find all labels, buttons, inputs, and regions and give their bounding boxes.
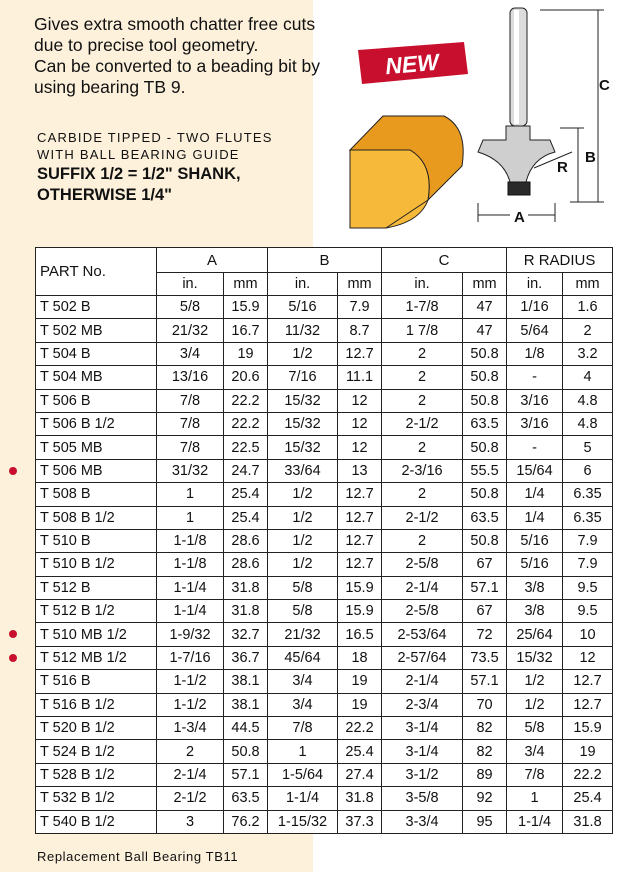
profile-block-icon: [350, 116, 463, 228]
value-cell: 67: [463, 600, 507, 623]
suffix-note: [37, 164, 241, 206]
value-cell: 50.8: [463, 366, 507, 389]
intro-line: using bearing TB 9.: [34, 77, 186, 97]
value-cell: 3/16: [507, 389, 563, 412]
value-cell: 3-1/4: [382, 740, 463, 763]
value-cell: 8.7: [338, 319, 382, 342]
value-cell: 33/64: [268, 459, 338, 482]
part-number-cell: T 502 MB: [36, 319, 157, 342]
value-cell: 1-9/32: [157, 623, 224, 646]
value-cell: 3-1/2: [382, 763, 463, 786]
value-cell: 12.7: [338, 553, 382, 576]
part-number-cell: T 504 MB: [36, 366, 157, 389]
value-cell: 50.8: [463, 342, 507, 365]
value-cell: 1/16: [507, 296, 563, 319]
table-row: [36, 670, 613, 693]
part-number-header: PART No.: [36, 248, 157, 296]
value-cell: 21/32: [268, 623, 338, 646]
part-number-cell: T 506 MB: [36, 459, 157, 482]
value-cell: 6.35: [563, 483, 613, 506]
group-header-a: A: [157, 248, 268, 273]
value-cell: 2: [382, 366, 463, 389]
value-cell: 19: [338, 693, 382, 716]
unit-header: in.: [382, 273, 463, 296]
value-cell: 12.7: [563, 670, 613, 693]
value-cell: 3/4: [268, 670, 338, 693]
value-cell: 31.8: [224, 600, 268, 623]
value-cell: 31.8: [338, 787, 382, 810]
unit-header: in.: [157, 273, 224, 296]
table-row: [36, 810, 613, 833]
part-number-cell: T 520 B 1/2: [36, 717, 157, 740]
value-cell: -: [507, 366, 563, 389]
table-row: [36, 459, 613, 482]
dimension-label-c: C: [599, 77, 610, 94]
value-cell: 1-1/4: [507, 810, 563, 833]
value-cell: 3: [157, 810, 224, 833]
table-row: [36, 600, 613, 623]
value-cell: 1: [268, 740, 338, 763]
value-cell: 28.6: [224, 553, 268, 576]
value-cell: 1-1/8: [157, 553, 224, 576]
value-cell: 7/8: [268, 717, 338, 740]
table-row: [36, 693, 613, 716]
part-number-cell: T 512 MB 1/2: [36, 646, 157, 669]
value-cell: 20.6: [224, 366, 268, 389]
dimension-label-r: R: [557, 159, 568, 176]
value-cell: 1.6: [563, 296, 613, 319]
part-number-cell: T 528 B 1/2: [36, 763, 157, 786]
router-bit-icon: [478, 8, 555, 195]
value-cell: 50.8: [463, 389, 507, 412]
value-cell: 12: [338, 412, 382, 435]
suffix-line: OTHERWISE 1/4": [37, 186, 172, 204]
value-cell: 15/64: [507, 459, 563, 482]
value-cell: 36.7: [224, 646, 268, 669]
value-cell: 22.2: [224, 412, 268, 435]
value-cell: 7/8: [157, 436, 224, 459]
value-cell: 1/2: [268, 506, 338, 529]
value-cell: 2-57/64: [382, 646, 463, 669]
value-cell: 1/4: [507, 483, 563, 506]
value-cell: 31.8: [224, 576, 268, 599]
value-cell: -: [507, 436, 563, 459]
value-cell: 1-7/8: [382, 296, 463, 319]
value-cell: 2: [382, 436, 463, 459]
part-number-cell: T 510 B 1/2: [36, 553, 157, 576]
value-cell: 50.8: [463, 483, 507, 506]
value-cell: 24.7: [224, 459, 268, 482]
value-cell: 19: [224, 342, 268, 365]
value-cell: 38.1: [224, 670, 268, 693]
unit-header: mm: [563, 273, 613, 296]
table-row: [36, 366, 613, 389]
table-row: [36, 342, 613, 365]
value-cell: 89: [463, 763, 507, 786]
value-cell: 1-5/64: [268, 763, 338, 786]
dimension-label-b: B: [585, 149, 596, 166]
value-cell: 22.5: [224, 436, 268, 459]
part-number-cell: T 502 B: [36, 296, 157, 319]
value-cell: 7/16: [268, 366, 338, 389]
part-number-cell: T 510 MB 1/2: [36, 623, 157, 646]
value-cell: 1/4: [507, 506, 563, 529]
value-cell: 5/8: [268, 576, 338, 599]
value-cell: 92: [463, 787, 507, 810]
value-cell: 1/2: [268, 553, 338, 576]
value-cell: 1/2: [507, 693, 563, 716]
value-cell: 47: [463, 319, 507, 342]
part-number-cell: T 516 B: [36, 670, 157, 693]
value-cell: 1-1/4: [157, 576, 224, 599]
table-row: [36, 296, 613, 319]
value-cell: 47: [463, 296, 507, 319]
value-cell: 15.9: [224, 296, 268, 319]
value-cell: 4.8: [563, 389, 613, 412]
value-cell: 10: [563, 623, 613, 646]
suffix-line: SUFFIX 1/2 = 1/2" SHANK,: [37, 165, 241, 183]
value-cell: 55.5: [463, 459, 507, 482]
part-number-cell: T 532 B 1/2: [36, 787, 157, 810]
value-cell: 5/16: [507, 553, 563, 576]
table-row: [36, 576, 613, 599]
value-cell: 2-3/4: [382, 693, 463, 716]
group-header-r-radius: R RADIUS: [507, 248, 613, 273]
value-cell: 2-3/16: [382, 459, 463, 482]
value-cell: 15/32: [268, 436, 338, 459]
table-row: [36, 763, 613, 786]
table-row: [36, 529, 613, 552]
value-cell: 7/8: [507, 763, 563, 786]
value-cell: 1/2: [268, 342, 338, 365]
table-body: [36, 296, 613, 834]
unit-header: in.: [507, 273, 563, 296]
table-row: [36, 389, 613, 412]
value-cell: 15/32: [507, 646, 563, 669]
value-cell: 1/2: [268, 529, 338, 552]
part-number-cell: T 512 B: [36, 576, 157, 599]
value-cell: 32.7: [224, 623, 268, 646]
value-cell: 2-1/2: [157, 787, 224, 810]
dimension-lines: [478, 10, 604, 222]
value-cell: 31.8: [563, 810, 613, 833]
value-cell: 3-3/4: [382, 810, 463, 833]
group-header-c: C: [382, 248, 507, 273]
value-cell: 5/8: [157, 296, 224, 319]
value-cell: 15/32: [268, 412, 338, 435]
table-row: [36, 787, 613, 810]
value-cell: 1: [507, 787, 563, 810]
value-cell: 18: [338, 646, 382, 669]
intro-line: due to precise tool geometry.: [34, 35, 259, 55]
value-cell: 70: [463, 693, 507, 716]
value-cell: 1-1/2: [157, 670, 224, 693]
value-cell: 21/32: [157, 319, 224, 342]
intro-line: Gives extra smooth chatter free cuts: [34, 14, 316, 34]
value-cell: 5: [563, 436, 613, 459]
value-cell: 12: [338, 436, 382, 459]
value-cell: 57.1: [463, 670, 507, 693]
group-header-b: B: [268, 248, 382, 273]
value-cell: 25.4: [224, 506, 268, 529]
table-row: [36, 646, 613, 669]
value-cell: 38.1: [224, 693, 268, 716]
value-cell: 2-1/2: [382, 412, 463, 435]
value-cell: 25.4: [338, 740, 382, 763]
value-cell: 16.5: [338, 623, 382, 646]
new-badge: [352, 40, 472, 86]
value-cell: 76.2: [224, 810, 268, 833]
value-cell: 12.7: [338, 483, 382, 506]
value-cell: 72: [463, 623, 507, 646]
value-cell: 2: [382, 342, 463, 365]
value-cell: 9.5: [563, 600, 613, 623]
value-cell: 15.9: [338, 600, 382, 623]
value-cell: 19: [338, 670, 382, 693]
subheading-line: WITH BALL BEARING GUIDE: [37, 147, 240, 162]
table-row: [36, 506, 613, 529]
value-cell: 57.1: [463, 576, 507, 599]
subheading: [37, 129, 273, 163]
value-cell: 5/8: [268, 600, 338, 623]
value-cell: 50.8: [463, 436, 507, 459]
value-cell: 50.8: [463, 529, 507, 552]
value-cell: 15.9: [563, 717, 613, 740]
value-cell: 9.5: [563, 576, 613, 599]
value-cell: 1/2: [507, 670, 563, 693]
new-badge-label: NEW: [384, 48, 440, 80]
value-cell: 12.7: [338, 506, 382, 529]
value-cell: 1: [157, 483, 224, 506]
value-cell: 57.1: [224, 763, 268, 786]
value-cell: 12.7: [338, 529, 382, 552]
part-number-cell: T 506 B 1/2: [36, 412, 157, 435]
intro-line: Can be converted to a beading bit by: [34, 56, 321, 76]
table-row: [36, 412, 613, 435]
value-cell: 7/8: [157, 389, 224, 412]
value-cell: 44.5: [224, 717, 268, 740]
value-cell: 19: [563, 740, 613, 763]
value-cell: 1-1/8: [157, 529, 224, 552]
value-cell: 3.2: [563, 342, 613, 365]
value-cell: 1-15/32: [268, 810, 338, 833]
value-cell: 82: [463, 740, 507, 763]
value-cell: 5/16: [268, 296, 338, 319]
dimension-label-a: A: [514, 209, 525, 226]
value-cell: 22.2: [338, 717, 382, 740]
value-cell: 1/8: [507, 342, 563, 365]
table-row: [36, 553, 613, 576]
value-cell: 12.7: [563, 693, 613, 716]
value-cell: 63.5: [463, 412, 507, 435]
value-cell: 27.4: [338, 763, 382, 786]
unit-header: mm: [224, 273, 268, 296]
value-cell: 2: [382, 529, 463, 552]
value-cell: 3/4: [268, 693, 338, 716]
intro-text: [34, 14, 364, 98]
value-cell: 2: [563, 319, 613, 342]
value-cell: 2-53/64: [382, 623, 463, 646]
value-cell: 1-3/4: [157, 717, 224, 740]
value-cell: 2-1/2: [382, 506, 463, 529]
value-cell: 2: [382, 483, 463, 506]
table-row: [36, 623, 613, 646]
value-cell: 5/64: [507, 319, 563, 342]
subheading-line: CARBIDE TIPPED - TWO FLUTES: [37, 130, 273, 145]
value-cell: 15.9: [338, 576, 382, 599]
part-number-cell: T 508 B 1/2: [36, 506, 157, 529]
value-cell: 2-1/4: [382, 576, 463, 599]
value-cell: 7.9: [563, 553, 613, 576]
value-cell: 12: [338, 389, 382, 412]
unit-header: mm: [338, 273, 382, 296]
value-cell: 25/64: [507, 623, 563, 646]
table-row: [36, 436, 613, 459]
value-cell: 2-1/4: [382, 670, 463, 693]
value-cell: 3/8: [507, 600, 563, 623]
value-cell: 6.35: [563, 506, 613, 529]
part-number-cell: T 524 B 1/2: [36, 740, 157, 763]
new-item-marker: [9, 467, 17, 475]
new-item-marker: [9, 630, 17, 638]
value-cell: 2-5/8: [382, 553, 463, 576]
specification-table: [35, 247, 613, 834]
value-cell: 4.8: [563, 412, 613, 435]
value-cell: 1 7/8: [382, 319, 463, 342]
value-cell: 3-5/8: [382, 787, 463, 810]
value-cell: 7.9: [338, 296, 382, 319]
part-number-cell: T 504 B: [36, 342, 157, 365]
value-cell: 12: [563, 646, 613, 669]
value-cell: 2: [157, 740, 224, 763]
value-cell: 16.7: [224, 319, 268, 342]
value-cell: 82: [463, 717, 507, 740]
value-cell: 28.6: [224, 529, 268, 552]
value-cell: 13/16: [157, 366, 224, 389]
part-number-cell: T 508 B: [36, 483, 157, 506]
part-number-cell: T 505 MB: [36, 436, 157, 459]
part-number-cell: T 512 B 1/2: [36, 600, 157, 623]
value-cell: 37.3: [338, 810, 382, 833]
value-cell: 3-1/4: [382, 717, 463, 740]
value-cell: 2-1/4: [157, 763, 224, 786]
value-cell: 7.9: [563, 529, 613, 552]
value-cell: 6: [563, 459, 613, 482]
value-cell: 3/4: [157, 342, 224, 365]
unit-header: in.: [268, 273, 338, 296]
footer-note: Replacement Ball Bearing TB11: [37, 849, 239, 864]
value-cell: 15/32: [268, 389, 338, 412]
value-cell: 5/8: [507, 717, 563, 740]
value-cell: 63.5: [224, 787, 268, 810]
part-number-cell: T 510 B: [36, 529, 157, 552]
value-cell: 22.2: [224, 389, 268, 412]
table-row: [36, 483, 613, 506]
value-cell: 1-1/2: [157, 693, 224, 716]
table-row: [36, 319, 613, 342]
router-bit-drawing: [335, 0, 641, 240]
table-row: [36, 717, 613, 740]
value-cell: 11.1: [338, 366, 382, 389]
value-cell: 31/32: [157, 459, 224, 482]
value-cell: 1: [157, 506, 224, 529]
value-cell: 11/32: [268, 319, 338, 342]
value-cell: 2: [382, 389, 463, 412]
value-cell: 2-5/8: [382, 600, 463, 623]
value-cell: 3/16: [507, 412, 563, 435]
new-item-marker: [9, 654, 17, 662]
value-cell: 3/4: [507, 740, 563, 763]
unit-header: mm: [463, 273, 507, 296]
value-cell: 22.2: [563, 763, 613, 786]
part-number-cell: T 506 B: [36, 389, 157, 412]
value-cell: 5/16: [507, 529, 563, 552]
table-row: [36, 740, 613, 763]
value-cell: 1-1/4: [268, 787, 338, 810]
value-cell: 4: [563, 366, 613, 389]
part-number-cell: T 516 B 1/2: [36, 693, 157, 716]
part-number-cell: T 540 B 1/2: [36, 810, 157, 833]
value-cell: 7/8: [157, 412, 224, 435]
value-cell: 3/8: [507, 576, 563, 599]
value-cell: 73.5: [463, 646, 507, 669]
value-cell: 12.7: [338, 342, 382, 365]
value-cell: 1-1/4: [157, 600, 224, 623]
value-cell: 45/64: [268, 646, 338, 669]
value-cell: 1-7/16: [157, 646, 224, 669]
value-cell: 50.8: [224, 740, 268, 763]
value-cell: 25.4: [224, 483, 268, 506]
value-cell: 63.5: [463, 506, 507, 529]
value-cell: 1/2: [268, 483, 338, 506]
value-cell: 13: [338, 459, 382, 482]
value-cell: 95: [463, 810, 507, 833]
value-cell: 67: [463, 553, 507, 576]
value-cell: 25.4: [563, 787, 613, 810]
